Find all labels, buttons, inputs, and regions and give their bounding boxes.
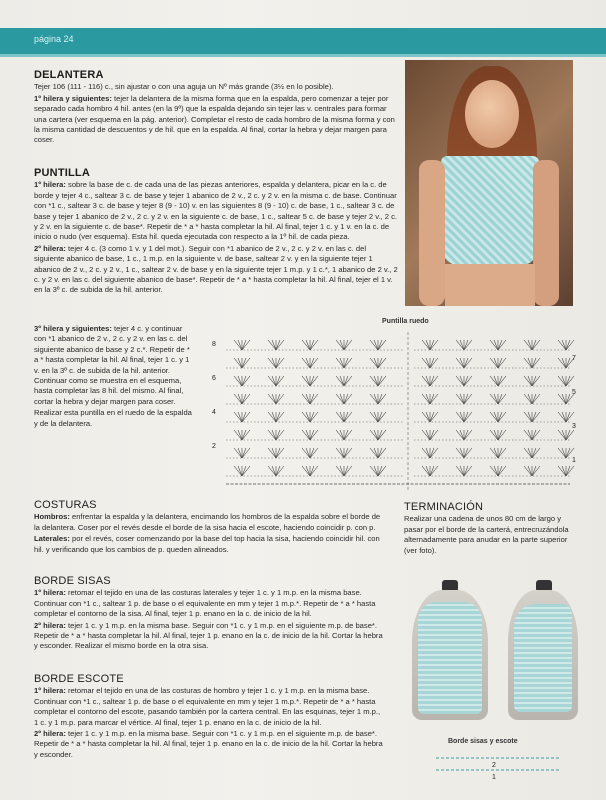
borde-sisas-p2 [34,621,384,652]
chart-fan-stitch [268,466,284,476]
terminacion-text: Realizar una cadena de unos 80 cm de largo y pasar por el borde de la carterá, entrecruzándola alternadamente para anudar en la parte superior (ver foto). [404,514,569,555]
chart-fan-stitch [336,466,352,476]
chart-fan-stitch [234,466,250,476]
chart-fan-stitch [456,394,472,404]
borde-row-label: 2 [492,762,496,769]
borde-escote-section [34,674,384,761]
chart-fan-stitch [234,448,250,458]
chart-fan-stitch [234,340,250,350]
chart-fan-stitch [370,358,386,368]
chart-fan-stitch [422,394,438,404]
chart-fan-stitch [268,430,284,440]
chart-fan-stitch [456,340,472,350]
delantera-p1: Tejer 106 (111 - 116) c., sin ajustar o con una aguja un Nº más grande (3½ en lo posible). [34,82,334,92]
chart-fan-stitch [302,448,318,458]
chart-left-row-label: 2 [212,443,216,450]
chart-fan-stitch [422,412,438,422]
chart-fan-stitch [302,376,318,386]
chart-fan-stitch [524,394,540,404]
puntilla-p2-label: 2º hilera: [34,243,66,253]
chart-fan-stitch [370,448,386,458]
chart-fan-stitch [370,376,386,386]
chart-fan-stitch [456,358,472,368]
puntilla-p1 [34,180,398,242]
chart-title: Puntilla ruedo [382,318,429,325]
chart-fan-stitch [456,430,472,440]
skin-arms [419,160,445,306]
chart-fan-stitch [234,430,250,440]
costuras-section [34,500,384,556]
chart-fan-stitch [336,340,352,350]
header-bar [0,28,606,54]
chart-fan-stitch [370,340,386,350]
chart-fan-stitch [456,448,472,458]
face-shape [465,80,519,148]
puntilla-p3 [34,324,194,407]
left-row-labels [212,341,216,450]
chart-fan-stitch [490,358,506,368]
chart-right-row-label: 7 [572,355,576,362]
terminacion-title: TERMINACIÓN [404,501,484,513]
borde-sisas-p2-text: tejer 1 c. y 1 m.p. en la misma base. Seguir con *1 c. y 1 m.p. en el siguiente m.p. de base*. Repetir de * a * hasta completar la hil. Al final, tejer 1 p. enano en la c. de inicio de la hil. Cortar la hebra y esconder. Realizar el mismo borde en la otra sisa. [34,620,383,651]
chart-fan-stitch [302,394,318,404]
chart-fan-stitch [490,466,506,476]
terminacion-section [404,502,574,557]
chart-fan-stitch [558,340,574,350]
chart-right-row-label: 3 [572,423,576,430]
chart-fan-stitch [422,376,438,386]
puntilla-section [34,168,398,297]
chart-fan-stitch [370,430,386,440]
puntilla-title: PUNTILLA [34,167,90,179]
borde-chart-title: Borde sisas y escote [448,738,518,745]
borde-escote-title: BORDE ESCOTE [34,673,124,685]
chart-fan-stitch [558,466,574,476]
page-number: página 24 [34,34,74,44]
chart-right-row-label: 1 [572,457,576,464]
borde-escote-p2-text: tejer 1 c. y 1 m.p. en la misma base. Seguir con *1 c. y 1 m.p. en el siguiente m.p. de base*. Repetir de * a * hasta completar la hil. Al final, tejer 1 p. enano en la c. de inicio de la hil. Cortar la hebra y esconder. [34,729,383,759]
chart-fan-stitch [558,376,574,386]
borde-row-label: 1 [492,774,496,781]
delantera-p2-text: tejer la delantera de la misma forma que en la espalda, pero comenzar a tejer por separado cada hombro 4 hil. antes (en la 9º) que la espalda dejando sin tejer las v. centrales para formar una cartera (ver esquema en la pág. anterior). Completar el resto de cada hombro de la misma forma y con la misma cantidad de descuentos y de hil. que en la espalda. Al final, cortar la hebra y dejar margen para coser. [34,93,395,145]
chart-fan-stitch [490,376,506,386]
chart-rows [226,340,574,484]
chart-fan-stitch [558,412,574,422]
borde-sisas-p1-label: 1º hilera: [34,588,66,598]
chart-fan-stitch [234,394,250,404]
vest-photo-side [502,578,584,728]
chart-fan-stitch [336,448,352,458]
delantera-p2 [34,94,398,146]
chart-fan-stitch [302,340,318,350]
chart-fan-stitch [558,430,574,440]
chart-fan-stitch [524,412,540,422]
delantera-title: DELANTERA [34,69,104,81]
puntilla-p1-label: 1º hilera: [34,180,66,190]
chart-fan-stitch [456,466,472,476]
borde-sisas-section [34,576,384,653]
vest-front [418,602,482,714]
chart-fan-stitch [456,376,472,386]
vest-side [514,604,572,712]
borde-escote-p2-label: 2º hilera: [34,729,66,739]
puntilla-cont [34,324,194,430]
costuras-title: COSTURAS [34,499,97,511]
puntilla-chart [208,332,578,494]
chart-fan-stitch [302,430,318,440]
chart-fan-stitch [456,412,472,422]
chart-left-row-label: 8 [212,341,216,348]
borde-sisas-title: BORDE SISAS [34,575,111,587]
chart-fan-stitch [490,448,506,458]
chart-fan-stitch [302,412,318,422]
borde-sisas-p2-label: 2º hilera: [34,620,66,630]
chart-left-row-label: 4 [212,409,216,416]
borde-marks [436,758,560,781]
chart-fan-stitch [268,448,284,458]
chart-fan-stitch [422,430,438,440]
costuras-p2 [34,534,384,555]
chart-fan-stitch [490,430,506,440]
borde-escote-p1-text: retomar el tejido en una de las costuras de hombro y tejer 1 c. y 1 m.p. en la misma base. Continuar con *1 c., saltear 1 p. de base o el equivalente en mm y tejer 1 m.p.*. Repetir de * a * hasta completar el contorno del escote, pasando también por la cartera central. En las esquinas, tejer 1 m.p., 1 c. y 1 m.p. para marcar el vértice. Al final, tejer 1 p. enano en la c. de inicio de la hil. [34,686,381,727]
puntilla-p2-text: tejer 4 c. (3 como 1 v. y 1 del mot.). Seguir con *1 abanico de 2 v., 2 c. y 2 v. en las c. del siguiente abanico de base, 1 c., 1 m.p. en la siguiente v. de base, saltear 2 v. y en la siguiente tejer 1 abanico de 2 v., 2 c. y 2 v., 1 c., saltear 2 v. de base y en la siguiente tejer 1 m.p. y 1 c.*, 1 abanico de 2 v., 2 c. y 2 v. en las c. del siguiente abanico de base*. Repetir de * a * hasta completar la hil. Al final, tejer el 1 v. en la 3º c. de subida de la hil. anterior. [34,243,398,295]
chart-fan-stitch [268,340,284,350]
borde-escote-p2 [34,729,384,760]
puntilla-p2 [34,244,398,296]
costuras-p2-text: por el revés, coser comenzando por la base del top hacia la sisa, haciendo coincidir hil. con hil. y verificando que los cambios de p. queden alineados. [34,534,380,554]
borde-sisas-p1-text: retomar el tejido en una de las costuras laterales y tejer 1 c. y 1 m.p. en la misma base. Continuar con *1 c., saltear 1 p. de base o el equivalente en mm y tejer 1 m.p.*. Repetir de * a * hasta completar el contorno de la sisa. Al final, tejer 1 p. enano en la c. de inicio de la hil. [34,588,376,619]
puntilla-p3-text: tejer 4 c. y continuar con *1 abanico de 2 v., 2 c. y 2 v. en las c. del siguiente abanico de base y 2 c.*. Repetir de * a * hasta completar la hil. Al final, tejer 1 c. y 1 v. en la 3º c. de subida de la hil. anterior. Continuar como se muestra en el esquema, hasta completar las 8 hil. del mismo. Al final, cortar la hebra y dejar margen para coser. [34,324,190,406]
puntilla-p4: Realizar esta puntilla en el ruedo de la espalda y de la delantera. [34,408,192,428]
chart-fan-stitch [370,466,386,476]
chart-fan-stitch [234,412,250,422]
puntilla-p3-label: 3º hilera y siguientes: [34,324,112,333]
chart-fan-stitch [524,340,540,350]
chart-fan-stitch [490,412,506,422]
chart-right-row-label: 5 [572,389,576,396]
chart-fan-stitch [336,430,352,440]
skin-arms-right [533,160,559,306]
waist [445,264,535,306]
puntilla-p1-text: sobre la base de c. de cada una de las piezas anteriores, espalda y delantera, picar en la c. de borde y tejer 4 c., saltear 3 c. de base y tejer 1 abanico de 2 v., 2 c. y 2 v. en la misma c. de base. Continuar con *1 c., saltear 3 c. de base y tejer 8 (9 - 10) v. en las siguientes 8 (9 - 10) c. de base, 1 c., saltear 3 c. de base y tejer 1 abanico de 2 v., 2 c. y 2 v. en la siguiente c. de base, 1 c., saltear 5 c. de base y tejer 2 v., 2 c. y 2 v. en la siguiente c. de base*. Repetir de * a * hasta completar la hil. Al final, tejer 1 c. y 1 v. en la c. de inicio o nudo (ver esquema). Esta hil. queda ejecutada con respecto a la 1º hil. de cada pieza. [34,180,398,242]
crochet-top-shape [441,156,539,266]
chart-fan-stitch [490,394,506,404]
borde-sisas-p1 [34,588,384,619]
chart-fan-stitch [524,430,540,440]
chart-fan-stitch [422,466,438,476]
chart-fan-stitch [524,448,540,458]
chart-fan-stitch [234,358,250,368]
chart-fan-stitch [490,340,506,350]
chart-fan-stitch [302,466,318,476]
chart-fan-stitch [336,412,352,422]
chart-fan-stitch [422,340,438,350]
borde-escote-p1-label: 1º hilera: [34,686,66,696]
costuras-p1-label: Hombros: [34,512,70,522]
chart-fan-stitch [234,376,250,386]
costuras-p1-text: enfrentar la espalda y la delantera, encimando los hombros de la espalda sobre el borde de la delantera. Coser por el revés desde el borde de la sisa hacia el escote, haciendo coincidir p. con p. [34,512,381,532]
chart-fan-stitch [336,376,352,386]
costuras-p2-label: Laterales: [34,534,70,544]
chart-fan-stitch [268,394,284,404]
vest-photo-front [404,578,494,728]
chart-fan-stitch [524,466,540,476]
delantera-section [34,70,398,147]
chart-fan-stitch [370,412,386,422]
chart-fan-stitch [268,376,284,386]
chart-fan-stitch [524,376,540,386]
chart-fan-stitch [524,358,540,368]
chart-fan-stitch [268,412,284,422]
right-row-labels [572,355,576,464]
chart-left-row-label: 6 [212,375,216,382]
borde-escote-p1 [34,686,384,728]
borde-chart [430,748,590,788]
chart-fan-stitch [370,394,386,404]
chart-fan-stitch [302,358,318,368]
model-photo [405,60,573,306]
chart-fan-stitch [422,448,438,458]
chart-fan-stitch [268,358,284,368]
delantera-p2-label: 1º hilera y siguientes: [34,93,112,103]
chart-fan-stitch [336,394,352,404]
chart-fan-stitch [422,358,438,368]
chart-fan-stitch [336,358,352,368]
costuras-p1 [34,512,384,533]
